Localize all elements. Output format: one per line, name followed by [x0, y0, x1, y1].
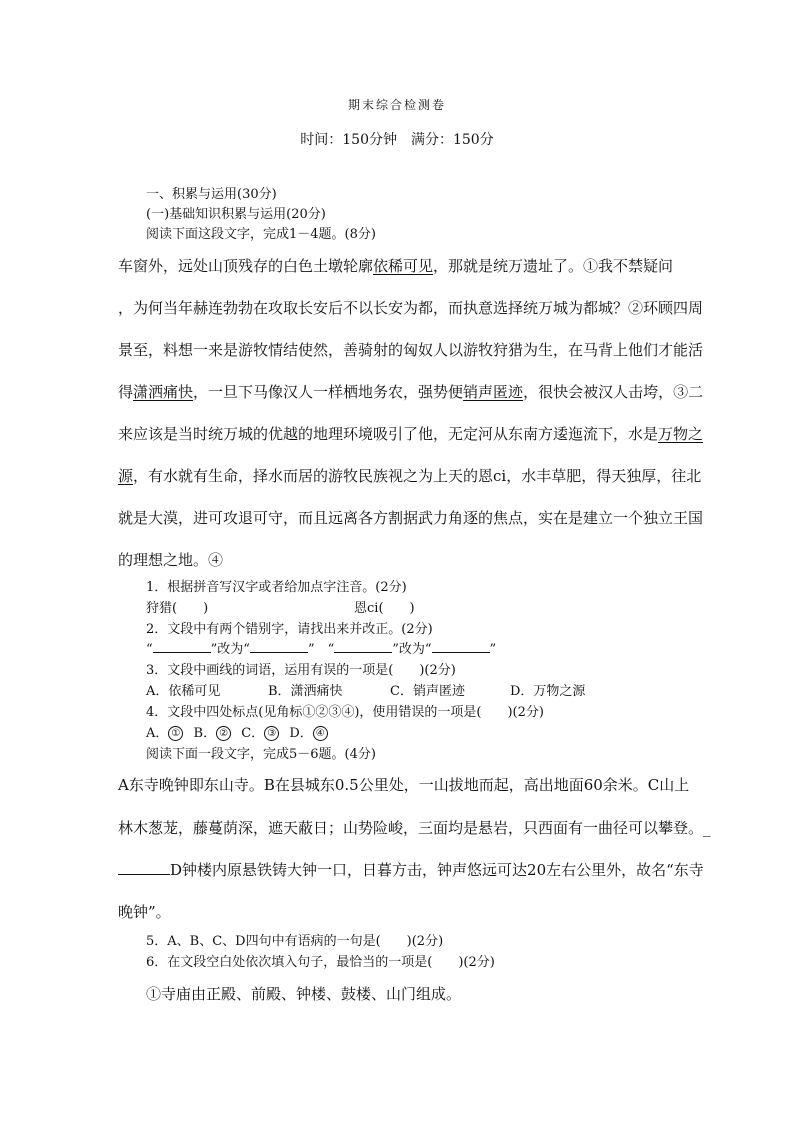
answer-blank[interactable]: [250, 640, 308, 653]
circled-mark: ②: [216, 726, 231, 741]
answer-blank[interactable]: [432, 640, 490, 653]
circled-mark: ③: [264, 726, 279, 741]
passage2-line: 林木葱茏，藤蔓荫深，遮天蔽日；山势险峻，三面均是悬岩，只西面有一曲径可以攀登。_: [118, 819, 711, 837]
passage1-line: ，为何当年赫连勃勃在攻取长安后不以长安为都，而执意选择统万城为都城？②环顾四周: [118, 299, 704, 317]
underlined-phrase: 源: [118, 467, 134, 485]
question-3-option-a: A．依稀可见: [146, 684, 221, 699]
question-1: 1．根据拼音写汉字或者给加点字注音。(2分): [146, 580, 407, 595]
question-2-connector: ”改为“: [392, 642, 432, 657]
underlined-phrase: 潇洒痛快: [133, 383, 194, 401]
question-4-options: [146, 722, 328, 741]
question-5: 5．A、B、C、D四句中有语病的一句是( )(2分): [146, 934, 444, 949]
question-2-answer-line: “ ”改为“ ” “ ”改为“ ”: [146, 642, 497, 657]
option-letter: C．: [241, 726, 265, 741]
question-2-connector: ”改为“: [210, 642, 250, 657]
passage2-line: A东寺晚钟即东山寺。B在县城东0.5公里处，一山拔地而起，高出地面60余米。C山上: [118, 776, 690, 794]
passage-text: 来应该是当时统万城的优越的地理环境吸引了他，无定河从东南方逶迤流下，水是: [118, 425, 659, 443]
question-6: 6．在文段空白处依次填入句子，最恰当的一项是( )(2分): [146, 955, 495, 970]
reading-instruction-1: 阅读下面这段文字，完成1－4题。(8分): [146, 227, 376, 242]
question-3: 3．文段中画线的词语，运用有误的一项是( )(2分): [146, 663, 456, 678]
question-3-option-c: C．销声匿迹: [390, 684, 465, 699]
question-3-option-d: D．万物之源: [510, 684, 586, 699]
question-1-item-b: 恩ci( ): [354, 601, 415, 616]
passage1-line: [118, 423, 703, 444]
answer-blank[interactable]: [153, 640, 211, 653]
underlined-phrase: 万物之: [658, 425, 704, 443]
underlined-phrase: 销声匿迹: [463, 383, 524, 401]
passage1-line: [118, 255, 673, 276]
passage-text: ，有水就有生命，择水而居的游牧民族视之为上天的恩ci，水丰草肥，得天独厚，往北: [133, 467, 702, 485]
reading-instruction-2: 阅读下面一段文字，完成5－6题。(4分): [146, 747, 376, 762]
fill-blank[interactable]: [118, 862, 170, 875]
option-letter: A．: [146, 726, 169, 741]
passage1-line: 的理想之地。④: [118, 551, 224, 569]
circled-mark: ①: [168, 726, 183, 741]
answer-blank[interactable]: [334, 640, 392, 653]
question-1-item-a: 狩猎( ): [146, 601, 209, 616]
question-4: 4．文段中四处标点(见角标①②③④)，使用错误的一项是( )(2分): [146, 705, 544, 720]
passage1-line: [118, 465, 701, 486]
passage-text: ，一旦下马像汉人一样栖地务农，强势便: [193, 383, 464, 401]
option-letter: B．: [193, 726, 217, 741]
exam-time-score: 时间：150分钟 满分：150分: [300, 132, 494, 148]
passage-text: 车窗外，远处山顶残存的白色土墩轮廓: [118, 257, 374, 275]
section-heading: 一、积累与运用(30分): [146, 187, 277, 202]
passage-text: D钟楼内原悬铁铸大钟一口，日暮方击，钟声悠远可达20左右公里外，故名“东寺: [170, 861, 704, 879]
question-3-option-b: B．潇洒痛快: [268, 684, 343, 699]
passage1-line: 景至，料想一来是游牧情结使然，善骑射的匈奴人以游牧狩猎为生，在马背上他们才能活: [118, 341, 704, 359]
passage1-line: 就是大漠，进可攻退可守，而且远离各方割据武力角逐的焦点，实在是建立一个独立王国: [118, 509, 704, 527]
passage2-line: [118, 859, 704, 880]
question-6-option-1: ①寺庙由正殿、前殿、钟楼、鼓楼、山门组成。: [146, 985, 462, 1003]
passage-text: ，那就是统万遗址了。①我不禁疑问: [433, 257, 674, 275]
passage1-line: [118, 381, 703, 402]
question-2: 2．文段中有两个错别字，请找出来并改正。(2分): [146, 622, 433, 637]
option-letter: D．: [289, 726, 313, 741]
passage-text: 得: [118, 383, 134, 401]
circled-mark: ④: [313, 726, 328, 741]
passage2-line: 晚钟”。: [118, 903, 171, 921]
passage-text: ，很快会被汉人击垮，③二: [523, 383, 704, 401]
underlined-phrase: 依稀可见: [373, 257, 434, 275]
subsection-heading: (一)基础知识积累与运用(20分): [146, 207, 326, 222]
exam-title: 期末综合检测卷: [347, 98, 446, 112]
